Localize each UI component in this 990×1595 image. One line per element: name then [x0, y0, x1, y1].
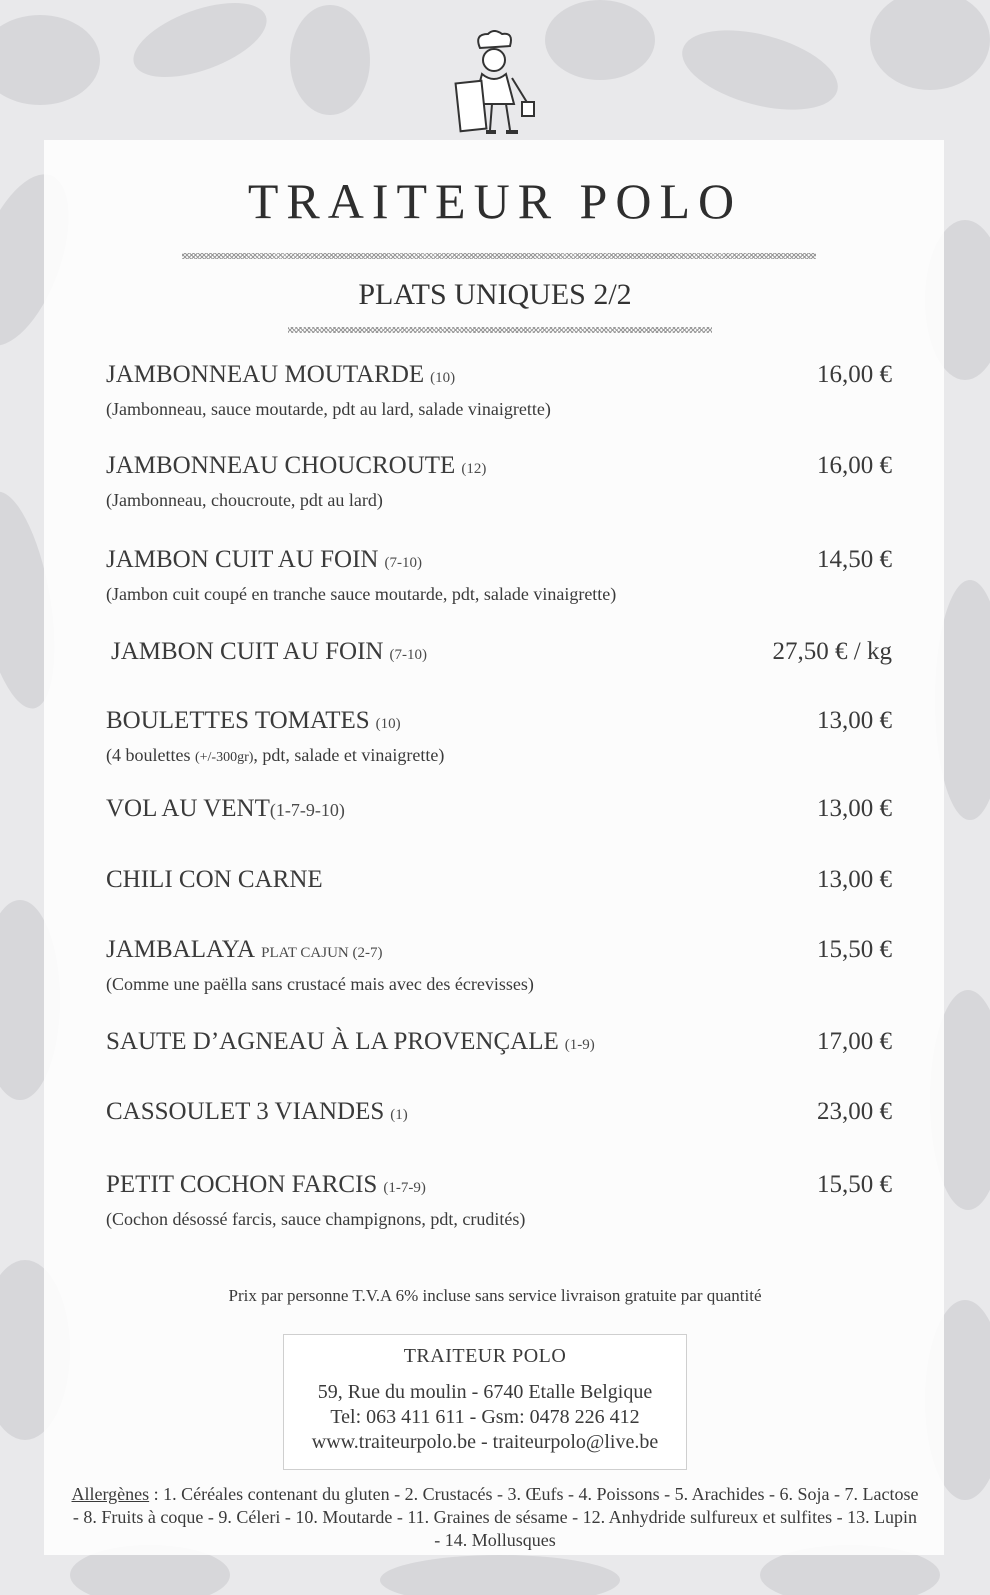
section-subtitle: PLATS UNIQUES 2/2: [358, 278, 632, 311]
menu-item: [106, 452, 892, 511]
chef-icon: [446, 30, 542, 142]
contact-name: TRAITEUR POLO: [403, 1345, 567, 1367]
page-title: TRAITEUR POLO: [247, 173, 743, 229]
item-price: 13,00 €: [817, 866, 892, 893]
item-description: (Jambonneau, sauce moutarde, pdt au lard, salade vinaigrette): [106, 399, 551, 419]
item-price: 14,50 €: [817, 546, 892, 573]
contact-address: 59, Rue du moulin - 6740 Etalle Belgique: [317, 1381, 653, 1403]
contact-box: [283, 1334, 687, 1470]
item-description: (Jambon cuit coupé en tranche sauce moutarde, pdt, salade vinaigrette): [106, 584, 617, 604]
item-allergens: (1-7-9): [383, 1180, 426, 1196]
allergen-legend: [70, 1483, 920, 1552]
item-name: SAUTE D’AGNEAU À LA PROVENÇALE (1-9): [106, 1028, 595, 1055]
item-name: JAMBONNEAU MOUTARDE (10): [106, 361, 456, 388]
item-price: 13,00 €: [817, 795, 892, 822]
item-price: 15,50 €: [817, 1171, 892, 1198]
item-description: (Jambonneau, choucroute, pdt au lard): [106, 490, 383, 510]
menu-item: [106, 546, 892, 605]
item-description: (4 boulettes (+/-300gr), pdt, salade et vinaigrette): [106, 745, 445, 765]
item-description: (Comme une paëlla sans crustacé mais avec des écrevisses): [106, 974, 534, 994]
item-allergens: (12): [461, 461, 487, 477]
allergen-label: Allergènes: [71, 1484, 150, 1504]
item-price: 16,00 €: [817, 361, 892, 388]
contact-web: www.traiteurpolo.be - traiteurpolo@live.be: [311, 1431, 659, 1453]
menu-item: [106, 936, 892, 995]
item-name: CASSOULET 3 VIANDES (1): [106, 1098, 408, 1125]
item-allergens: (1-9): [564, 1037, 595, 1053]
menu-item: [106, 707, 892, 766]
item-allergens: (7-10): [389, 647, 427, 663]
subtitle-divider: [288, 327, 712, 333]
item-allergens: (1-7-9-10): [269, 800, 345, 820]
item-allergens: (10): [375, 716, 401, 732]
menu-item: [106, 361, 892, 420]
item-price: 13,00 €: [817, 707, 892, 734]
item-name: BOULETTES TOMATES (10): [106, 707, 401, 734]
item-allergens: (10): [430, 370, 456, 386]
item-name: JAMBON CUIT AU FOIN (7-10): [106, 546, 422, 573]
menu-item: [111, 638, 892, 668]
menu-item: [106, 1171, 892, 1230]
item-description: (Cochon désossé farcis, sauce champignons, pdt, crudités): [106, 1209, 526, 1229]
item-name: VOL AU VENT(1-7-9-10): [106, 795, 345, 822]
price-note: Prix par personne T.V.A 6% incluse sans service livraison gratuite par quantité: [228, 1286, 762, 1305]
item-price: 15,50 €: [817, 936, 892, 963]
item-name: JAMBALAYA PLAT CAJUN (2-7): [106, 936, 383, 963]
menu-item: [106, 795, 892, 825]
contact-phone: Tel: 063 411 611 - Gsm: 0478 226 412: [330, 1406, 640, 1428]
item-name: CHILI CON CARNE: [106, 866, 323, 893]
title-divider: [182, 253, 816, 259]
item-price: 23,00 €: [817, 1098, 892, 1125]
item-allergens: (1): [390, 1107, 408, 1123]
item-name: PETIT COCHON FARCIS (1-7-9): [106, 1171, 426, 1198]
item-price: 16,00 €: [817, 452, 892, 479]
item-allergens: PLAT CAJUN (2-7): [261, 945, 383, 961]
allergen-list: : 1. Céréales contenant du gluten - 2. Crustacés - 3. Œufs - 4. Poissons - 5. Arachides - 6. Soja - 7. Lactose - 8. Fruits à coque - 9. Céleri - 10. Moutarde - 11. Graines de sésame - 12. Anhydride sulfureux et sulfites - 13. Lupin - 14. Mollusques: [72, 1484, 919, 1550]
menu-item: [106, 1028, 892, 1058]
item-name: JAMBON CUIT AU FOIN (7-10): [111, 638, 427, 665]
item-price: 17,00 €: [817, 1028, 892, 1055]
item-name: JAMBONNEAU CHOUCROUTE (12): [106, 452, 487, 479]
menu-item: [106, 866, 892, 896]
item-allergens: (7-10): [384, 555, 422, 571]
item-price: 27,50 € / kg: [772, 638, 892, 665]
menu-item: [106, 1098, 892, 1128]
